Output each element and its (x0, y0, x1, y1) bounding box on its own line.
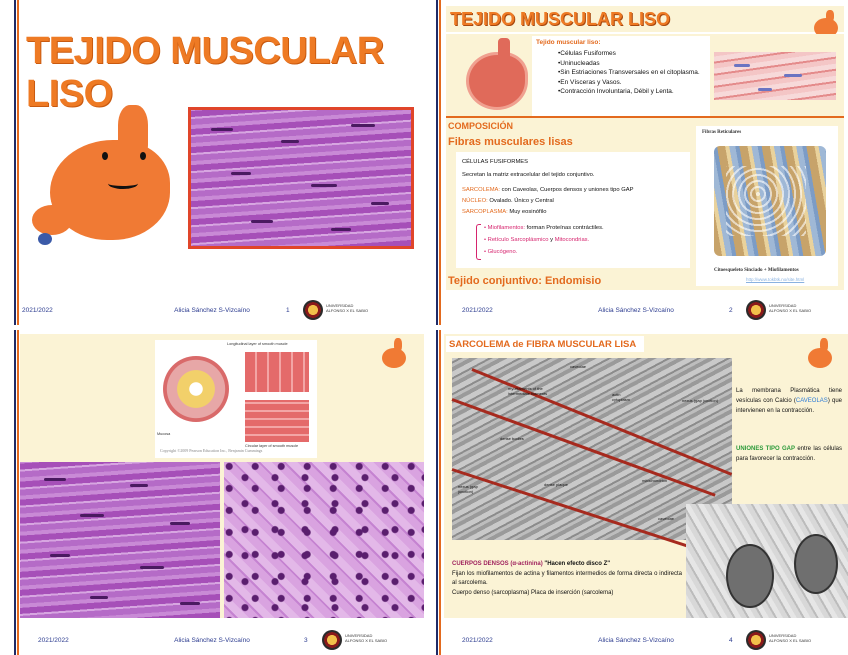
slide-footer (0, 629, 424, 655)
miofilamentos-line: • Miofilamentos: forman Proteínas contráctiles. (484, 225, 604, 231)
cuerpos-densos-box (452, 560, 682, 612)
slide-4[interactable] (424, 330, 848, 655)
university-logo-icon (303, 300, 323, 320)
slide-title: TEJIDO MUSCULAR LISO (26, 30, 384, 115)
smooth-muscle-micrograph (188, 107, 414, 249)
reticulo-line: • Retículo Sarcoplásmico y Mitocondrias. (484, 237, 590, 243)
nucleo-line: NÚCLEO: Ovalado. Único y Central (462, 198, 554, 204)
cell-junctions-micrograph (686, 504, 848, 618)
page-number: 4 (729, 637, 733, 644)
em-label: mitochondrion (642, 478, 668, 483)
smooth-muscle-cells-image (714, 52, 836, 100)
page-number: 2 (729, 307, 733, 314)
longitudinal-micrograph (20, 462, 220, 618)
glucogeno-line: • Glucógeno. (484, 249, 518, 255)
slide-2[interactable] (424, 0, 848, 325)
stomach-diagram (458, 38, 526, 108)
page-number: 3 (304, 637, 308, 644)
stomach-plush-image (30, 100, 180, 250)
university-name: UNIVERSIDAD ALFONSO X EL SABIO (769, 303, 812, 313)
cuerpos-densos-text: Fijan los miofilamentos de actina y filamentos intermedios de forma directa o indirecta al sarcolema. (452, 570, 682, 586)
intro-item: •Uninucleadas (558, 59, 600, 67)
diagram-label-top: Longitudinal layer of smooth muscle (227, 342, 288, 346)
intro-item: •Contracción Involuntaria, Débil y Lenta. (558, 88, 674, 95)
em-label: nexus (gap junction) (458, 484, 478, 494)
cuerpo-denso-line: Cuerpo denso (sarcoplasma) Placa de inserción (sarcolema) (452, 589, 614, 596)
slide-3[interactable] (0, 330, 424, 655)
university-logo-icon (322, 630, 342, 650)
slide-footer (0, 299, 424, 325)
muscle-3d-figure (696, 126, 838, 286)
slide-1[interactable] (0, 0, 424, 325)
footer-author: Alicia Sánchez S-Vizcaíno (174, 307, 250, 314)
slide-border (14, 330, 19, 655)
secretan-text: Secretan la matriz extracelular del tejido conjuntivo. (462, 172, 595, 178)
intestine-layers-diagram (155, 340, 317, 458)
page-number: 1 (286, 307, 290, 314)
footer-year: 2021/2022 (462, 307, 493, 314)
slide-border (14, 0, 19, 325)
university-logo-icon (746, 300, 766, 320)
cross-section-micrograph (224, 462, 424, 618)
diagram-label-left: Mucosa (157, 432, 171, 436)
footer-year: 2021/2022 (462, 637, 493, 644)
stomach-mascot-icon (804, 338, 836, 370)
intro-list (558, 49, 708, 97)
em-label: caveolae (570, 364, 587, 369)
intro-item: •Sin Estriaciones Transversales en el citoplasma. (558, 69, 700, 76)
celulas-label: CÉLULAS FUSIFORMES (462, 159, 529, 165)
intro-text-box (532, 36, 710, 116)
slide-title: SARCOLEMA de FIBRA MUSCULAR LISA (449, 339, 637, 350)
fibras-heading: Fibras musculares lisas (448, 136, 573, 148)
stomach-mascot-icon (378, 338, 410, 370)
diagram-label-bottom: Circular layer of smooth muscle (245, 444, 299, 448)
intro-label: Tejido muscular liso: (536, 39, 601, 46)
conjuntivo-heading: Tejido conjuntivo: Endomisio (448, 275, 602, 287)
university-name: UNIVERSIDAD ALFONSO X EL SABIO (345, 633, 388, 643)
composicion-heading: COMPOSICIÓN (448, 121, 514, 131)
figure-link[interactable]: http://www.tokbtk.no/site.html (746, 277, 805, 282)
cuerpos-densos-heading: CUERPOS DENSOS (α-actinina) "Hacen efecto disco Z" (452, 561, 611, 567)
slide-border (436, 330, 441, 655)
footer-author: Alicia Sánchez S-Vizcaíno (174, 637, 250, 644)
gap-paragraph: UNIONES TIPO GAP entre las células para favorecer la contracción. (736, 446, 842, 462)
university-name: UNIVERSIDAD ALFONSO X EL SABIO (769, 633, 812, 643)
composition-text-box (456, 152, 690, 268)
footer-author: Alicia Sánchez S-Vizcaíno (598, 637, 674, 644)
em-label: actin cytoplasm (612, 392, 631, 402)
em-label: nexus (gap junction) (682, 398, 719, 403)
university-name: UNIVERSIDAD ALFONSO X EL SABIO (326, 303, 369, 313)
figure-label-bottom: Citoesqueleto Sinciado + Miofilamentos (714, 268, 799, 273)
sarcoplasma-bracket (476, 224, 481, 260)
em-label: myofilaments of the intermediate filaments (508, 386, 548, 396)
slide-footer (424, 299, 848, 325)
intro-item: •Células Fusiformes (558, 50, 616, 57)
sarcolema-line: SARCOLEMA: con Caveolas, Cuerpos densos y uniones tipo GAP (462, 187, 634, 193)
sarcoplasma-line: SARCOPLASMA: Muy eosinófilo (462, 209, 547, 215)
footer-author: Alicia Sánchez S-Vizcaíno (598, 307, 674, 314)
copyright-text: Copyright ©2009 Pearson Education Inc., Benjamin Cummings (160, 448, 263, 453)
university-logo-icon (746, 630, 766, 650)
em-label: dense bodies (500, 436, 524, 441)
figure-label-top: Fibras Reticulares (702, 130, 742, 135)
em-label: dense plaque (544, 482, 569, 487)
slide-footer (424, 629, 848, 655)
caveolas-paragraph: La membrana Plasmática tiene vesículas con Calcio (CAVEOLAS) que intervienen en la contracción. (736, 388, 842, 414)
intro-item: •En Vísceras y Vasos. (558, 78, 622, 86)
slide-border (436, 0, 441, 325)
em-label: caveolae (658, 516, 675, 521)
slide-title: TEJIDO MUSCULAR LISO (450, 9, 671, 29)
footer-year: 2021/2022 (22, 307, 53, 314)
footer-year: 2021/2022 (38, 637, 69, 644)
